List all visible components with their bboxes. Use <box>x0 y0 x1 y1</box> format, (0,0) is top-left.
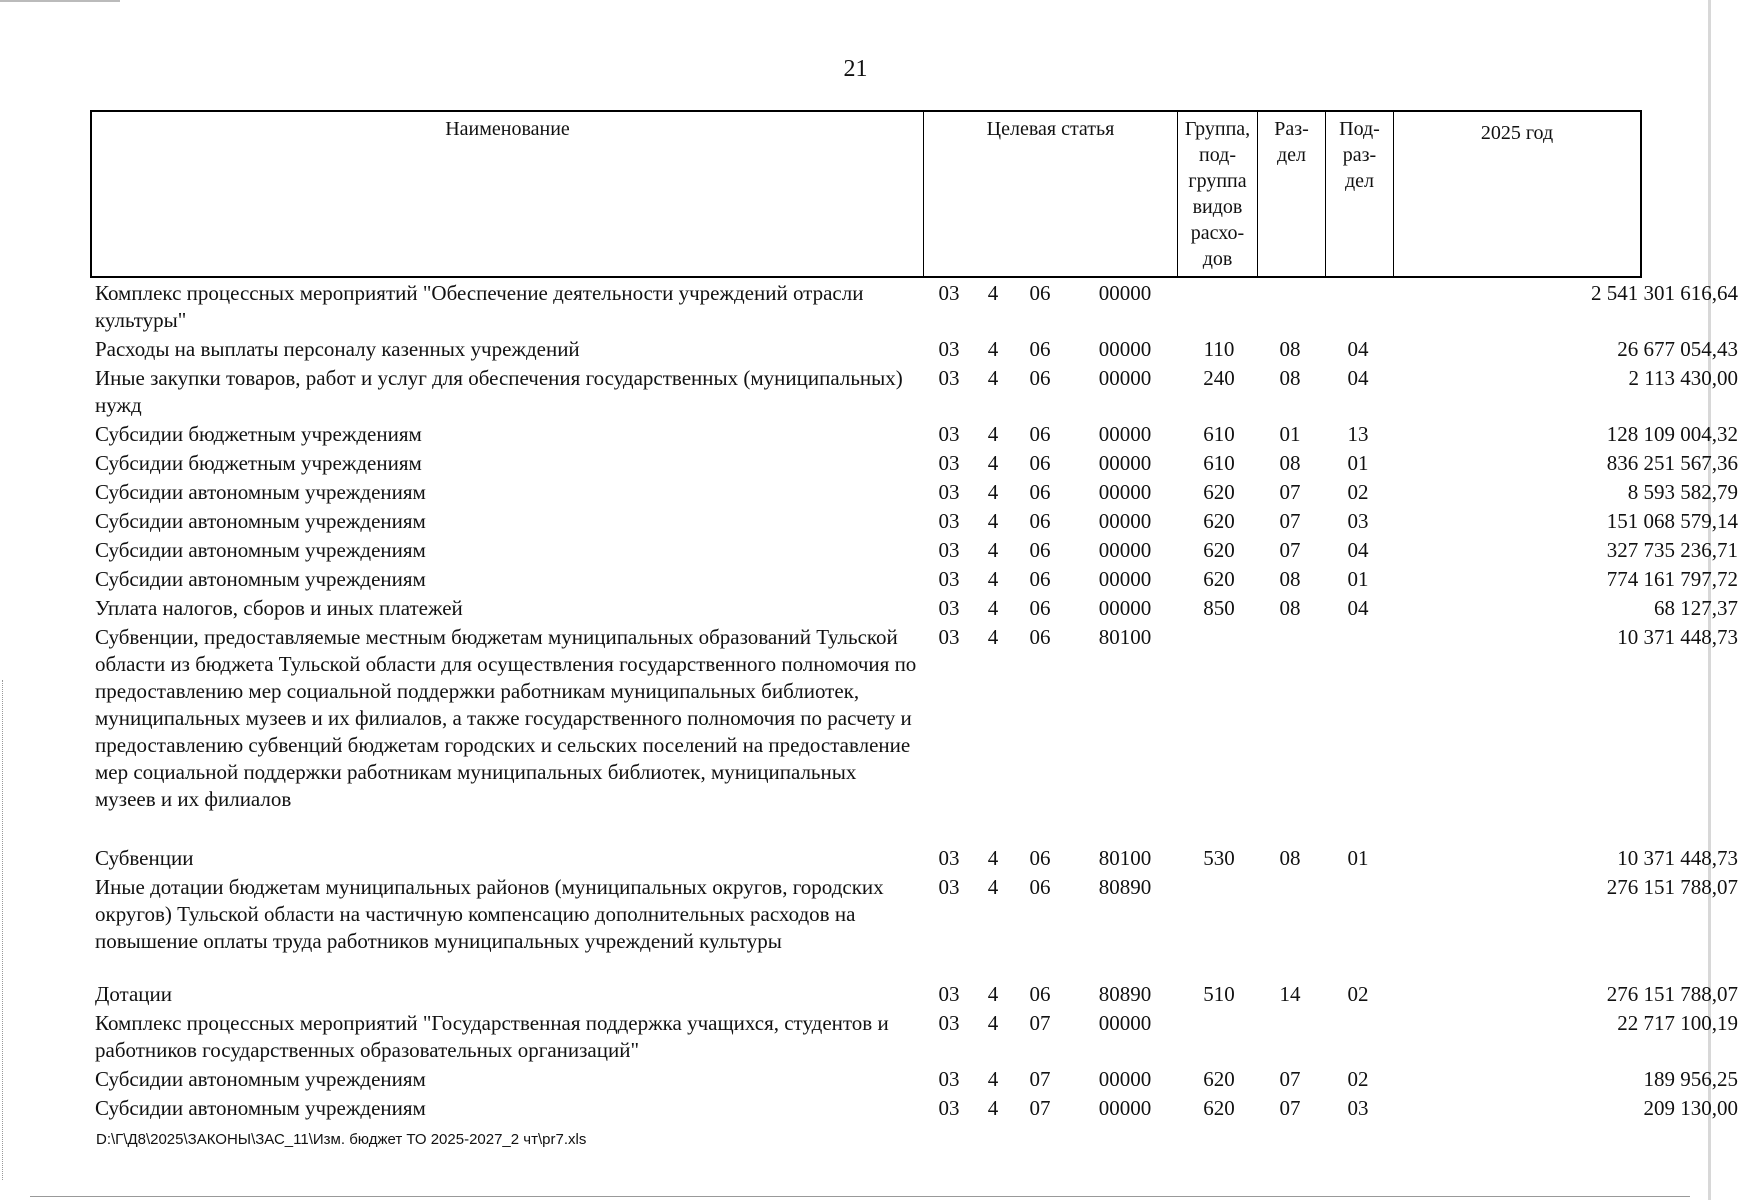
table-row <box>95 448 1738 477</box>
row-subprogram-code: 4 <box>987 538 999 562</box>
row-section: 08 <box>1279 846 1301 870</box>
row-direction-code: 00000 <box>1098 538 1152 562</box>
table-row <box>95 564 1738 593</box>
row-program-code: 03 <box>938 451 960 475</box>
table-body <box>95 278 1738 1122</box>
row-name: Субсидии автономным учреждениям <box>95 480 426 504</box>
row-expense-group: 620 <box>1203 509 1235 533</box>
row-expense-group: 110 <box>1203 337 1235 361</box>
row-expense-group <box>1195 622 1243 624</box>
row-direction-code: 00000 <box>1098 451 1152 475</box>
row-subprogram-code: 4 <box>987 337 999 361</box>
row-name: Иные закупки товаров, работ и услуг для обеспечения государственных (муниципальных) нужд <box>95 366 903 417</box>
row-expense-group: 620 <box>1203 567 1235 591</box>
row-amount: 151 068 579,14 <box>1606 509 1738 533</box>
table-row <box>95 1064 1738 1093</box>
row-amount: 836 251 567,36 <box>1606 451 1738 475</box>
row-name: Иные дотации бюджетам муниципальных районов (муниципальных округов, городских округов) Тульской области на частичную компенсацию дополнительных расходов на повышение оплаты труда работников муниципальных учреждений культуры <box>95 875 884 953</box>
row-element-code: 06 <box>1029 281 1051 305</box>
row-expense-group <box>1195 278 1243 280</box>
row-direction-code: 80100 <box>1098 625 1152 649</box>
row-program-code: 03 <box>938 846 960 870</box>
row-amount: 68 127,37 <box>1654 596 1738 620</box>
row-subprogram-code: 4 <box>987 451 999 475</box>
row-direction-code: 00000 <box>1098 1096 1152 1120</box>
row-expense-group: 850 <box>1203 596 1235 620</box>
row-amount: 8 593 582,79 <box>1627 480 1738 504</box>
row-amount: 774 161 797,72 <box>1606 567 1738 591</box>
row-element-code: 06 <box>1029 337 1051 361</box>
row-amount: 2 113 430,00 <box>1628 366 1738 390</box>
row-element-code: 06 <box>1029 422 1051 446</box>
row-direction-code: 00000 <box>1098 281 1152 305</box>
table-row <box>95 593 1738 622</box>
row-direction-code: 00000 <box>1098 509 1152 533</box>
row-subsection: 13 <box>1347 422 1369 446</box>
row-program-code: 03 <box>938 875 960 899</box>
row-amount: 22 717 100,19 <box>1617 1011 1738 1035</box>
row-subprogram-code: 4 <box>987 480 999 504</box>
row-element-code: 06 <box>1029 982 1051 1006</box>
row-name: Субсидии бюджетным учреждениям <box>95 422 422 446</box>
row-direction-code: 80890 <box>1098 982 1152 1006</box>
row-section <box>1275 1008 1305 1010</box>
row-subprogram-code: 4 <box>987 1096 999 1120</box>
header-year: 2025 год <box>1480 122 1554 144</box>
row-program-code: 03 <box>938 1067 960 1091</box>
row-subsection <box>1343 278 1373 280</box>
table-row <box>95 334 1738 363</box>
row-subsection: 03 <box>1347 1096 1369 1120</box>
row-program-code: 03 <box>938 982 960 1006</box>
row-subprogram-code: 4 <box>987 846 999 870</box>
table-row <box>95 1008 1738 1064</box>
row-program-code: 03 <box>938 596 960 620</box>
row-element-code: 06 <box>1029 480 1051 504</box>
row-subprogram-code: 4 <box>987 875 999 899</box>
row-subprogram-code: 4 <box>987 281 999 305</box>
row-program-code: 03 <box>938 337 960 361</box>
table-row <box>95 419 1738 448</box>
footer-file-path: D:\Г\Д8\2025\ЗАКОНЫ\ЗАС_11\Изм. бюджет ТО 2025-2027_2 чт\pr7.xls <box>96 1131 587 1148</box>
row-subsection: 04 <box>1347 337 1369 361</box>
row-amount: 189 956,25 <box>1643 1067 1738 1091</box>
row-amount: 10 371 448,73 <box>1617 625 1738 649</box>
row-element-code: 06 <box>1029 846 1051 870</box>
row-section: 14 <box>1279 982 1301 1006</box>
row-subprogram-code: 4 <box>987 596 999 620</box>
page-number: 21 <box>843 56 868 82</box>
row-subsection: 01 <box>1347 846 1369 870</box>
row-element-code: 06 <box>1029 875 1051 899</box>
row-amount: 128 109 004,32 <box>1606 422 1738 446</box>
header-target: Целевая статья <box>924 112 1178 276</box>
row-subprogram-code: 4 <box>987 1011 999 1035</box>
table-header <box>90 110 1642 278</box>
row-direction-code: 00000 <box>1098 596 1152 620</box>
row-section: 07 <box>1279 480 1301 504</box>
row-section: 07 <box>1279 538 1301 562</box>
row-subsection: 01 <box>1347 567 1369 591</box>
row-program-code: 03 <box>938 1011 960 1035</box>
row-name: Расходы на выплаты персоналу казенных учреждений <box>95 337 580 361</box>
row-program-code: 03 <box>938 567 960 591</box>
row-element-code: 07 <box>1029 1011 1051 1035</box>
row-subprogram-code: 4 <box>987 422 999 446</box>
row-section: 08 <box>1279 337 1301 361</box>
row-direction-code: 00000 <box>1098 567 1152 591</box>
table-row <box>95 872 1738 979</box>
row-direction-code: 00000 <box>1098 422 1152 446</box>
row-expense-group: 240 <box>1203 366 1235 390</box>
row-expense-group <box>1195 872 1243 874</box>
table-row <box>95 363 1738 419</box>
row-subsection: 03 <box>1347 509 1369 533</box>
row-program-code: 03 <box>938 480 960 504</box>
row-element-code: 06 <box>1029 366 1051 390</box>
row-subprogram-code: 4 <box>987 366 999 390</box>
frame-bottom-line <box>30 1196 1690 1197</box>
row-element-code: 06 <box>1029 596 1051 620</box>
row-element-code: 07 <box>1029 1067 1051 1091</box>
table-row <box>95 843 1738 872</box>
row-subprogram-code: 4 <box>987 509 999 533</box>
row-subsection: 04 <box>1347 596 1369 620</box>
row-name: Субсидии бюджетным учреждениям <box>95 451 422 475</box>
scan-edge-left <box>2 680 4 1180</box>
row-section: 08 <box>1279 451 1301 475</box>
row-subsection <box>1343 872 1373 874</box>
table-row <box>95 477 1738 506</box>
row-section <box>1275 622 1305 624</box>
row-direction-code: 00000 <box>1098 480 1152 504</box>
row-subsection: 02 <box>1347 480 1369 504</box>
header-group: Группа, под- группа видов расхо- дов <box>1178 112 1258 276</box>
row-section <box>1275 872 1305 874</box>
row-amount: 2 541 301 616,64 <box>1591 281 1738 305</box>
row-expense-group: 610 <box>1203 451 1235 475</box>
row-direction-code: 00000 <box>1098 366 1152 390</box>
row-subsection: 04 <box>1347 538 1369 562</box>
row-direction-code: 80100 <box>1098 846 1152 870</box>
row-amount: 276 151 788,07 <box>1606 982 1738 1006</box>
row-subprogram-code: 4 <box>987 567 999 591</box>
row-program-code: 03 <box>938 366 960 390</box>
row-subsection <box>1343 1008 1373 1010</box>
row-subsection: 02 <box>1347 1067 1369 1091</box>
row-section: 07 <box>1279 509 1301 533</box>
row-expense-group: 620 <box>1203 1067 1235 1091</box>
row-element-code: 06 <box>1029 538 1051 562</box>
row-subprogram-code: 4 <box>987 625 999 649</box>
row-section: 01 <box>1279 422 1301 446</box>
row-amount: 26 677 054,43 <box>1617 337 1738 361</box>
row-name: Субсидии автономным учреждениям <box>95 509 426 533</box>
row-element-code: 06 <box>1029 625 1051 649</box>
row-name: Субвенции <box>95 846 194 870</box>
row-subsection: 04 <box>1347 366 1369 390</box>
row-section: 07 <box>1279 1096 1301 1120</box>
row-direction-code: 00000 <box>1098 1011 1152 1035</box>
row-amount: 209 130,00 <box>1643 1096 1738 1120</box>
row-subsection <box>1343 622 1373 624</box>
table-row <box>95 278 1738 334</box>
row-subsection: 02 <box>1347 982 1369 1006</box>
row-element-code: 06 <box>1029 567 1051 591</box>
row-section <box>1275 278 1305 280</box>
row-name: Комплекс процессных мероприятий "Государственная поддержка учащихся, студентов и работников государственных образовательных организаций" <box>95 1011 889 1062</box>
table-row <box>95 622 1738 843</box>
row-expense-group: 620 <box>1203 538 1235 562</box>
row-program-code: 03 <box>938 538 960 562</box>
header-name: Наименование <box>92 112 924 276</box>
row-name: Дотации <box>95 982 173 1006</box>
row-program-code: 03 <box>938 1096 960 1120</box>
row-program-code: 03 <box>938 625 960 649</box>
row-program-code: 03 <box>938 422 960 446</box>
row-subprogram-code: 4 <box>987 1067 999 1091</box>
row-name: Субсидии автономным учреждениям <box>95 1067 426 1091</box>
row-amount: 276 151 788,07 <box>1606 875 1738 899</box>
row-program-code: 03 <box>938 509 960 533</box>
row-expense-group: 620 <box>1203 480 1235 504</box>
row-element-code: 06 <box>1029 451 1051 475</box>
row-expense-group: 620 <box>1203 1096 1235 1120</box>
row-name: Комплекс процессных мероприятий "Обеспечение деятельности учреждений отрасли культуры" <box>95 281 864 332</box>
scan-edge-top <box>0 0 120 2</box>
row-name: Субсидии автономным учреждениям <box>95 567 426 591</box>
row-direction-code: 00000 <box>1098 1067 1152 1091</box>
row-direction-code: 00000 <box>1098 337 1152 361</box>
row-amount: 10 371 448,73 <box>1617 846 1738 870</box>
row-expense-group: 510 <box>1203 982 1235 1006</box>
row-subsection: 01 <box>1347 451 1369 475</box>
table-row <box>95 979 1738 1008</box>
row-expense-group: 530 <box>1203 846 1235 870</box>
row-subprogram-code: 4 <box>987 982 999 1006</box>
row-name: Уплата налогов, сборов и иных платежей <box>95 596 463 620</box>
table-row <box>95 506 1738 535</box>
header-section: Раз- дел <box>1258 112 1326 276</box>
row-section: 08 <box>1279 567 1301 591</box>
row-name: Субсидии автономным учреждениям <box>95 1096 426 1120</box>
row-section: 08 <box>1279 596 1301 620</box>
row-element-code: 07 <box>1029 1096 1051 1120</box>
row-program-code: 03 <box>938 281 960 305</box>
row-expense-group <box>1195 1008 1243 1010</box>
header-subsection: Под- раз- дел <box>1326 112 1394 276</box>
row-amount: 327 735 236,71 <box>1606 538 1738 562</box>
row-expense-group: 610 <box>1203 422 1235 446</box>
row-section: 07 <box>1279 1067 1301 1091</box>
table-row <box>95 1093 1738 1122</box>
row-element-code: 06 <box>1029 509 1051 533</box>
row-direction-code: 80890 <box>1098 875 1152 899</box>
row-name: Субсидии автономным учреждениям <box>95 538 426 562</box>
row-section: 08 <box>1279 366 1301 390</box>
row-name: Субвенции, предоставляемые местным бюджетам муниципальных образований Тульской области из бюджета Тульской области для осуществления государственного полномочия по предоставлению мер социальной поддержки работникам муниципальных библиотек, муниципальных музеев и их филиалов, а также государственного полномочия по расчету и предоставлению субвенций бюджетам городских и сельских поселений на предоставление мер социальной поддержки работникам муниципальных библиотек, муниципальных музеев и их филиалов <box>95 625 917 811</box>
table-row <box>95 535 1738 564</box>
